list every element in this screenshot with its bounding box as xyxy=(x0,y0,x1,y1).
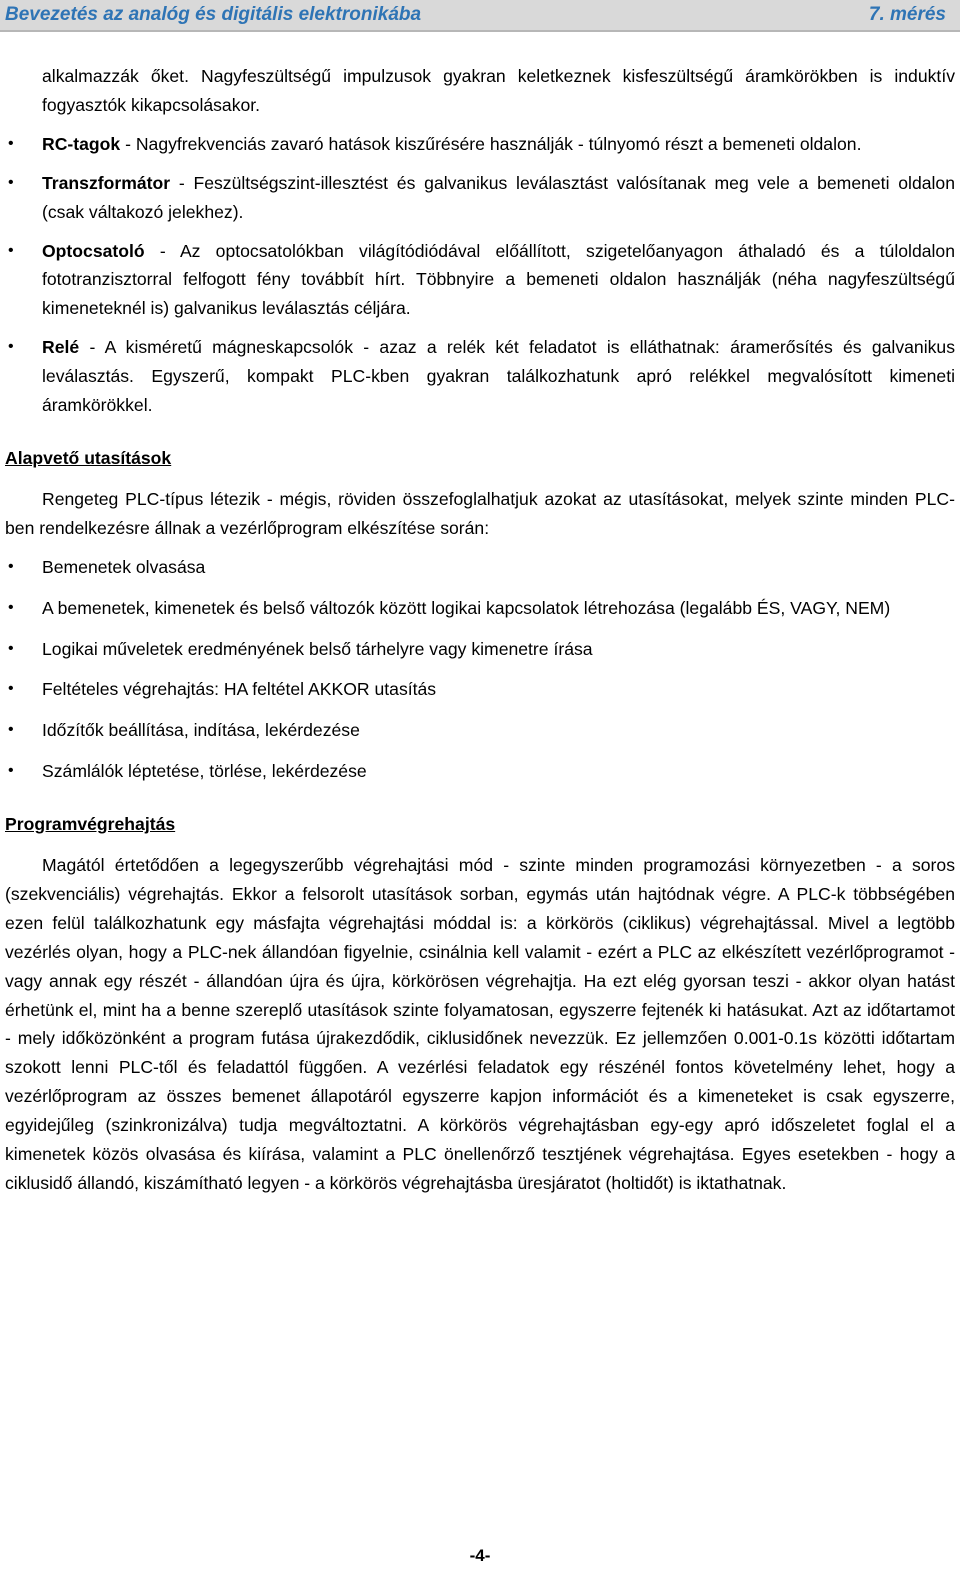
section-heading-basic-instructions: Alapvető utasítások xyxy=(5,447,172,468)
component-term: RC-tagok xyxy=(42,133,121,154)
component-term: Transzformátor xyxy=(42,172,171,193)
component-term: Relé xyxy=(42,337,80,358)
section-body: Magától értetődően a legegyszerűbb végrehajtási mód - szinte minden programozási környezetben - a soros (szekvenciális) végrehajtás. Ekkor a felsorolt utasítások sorban, egymás után hajtódnak végre. A PLC-k többségében ezen felül találkozhatunk egy másfajta végrehajtási móddal is: a körkörös (ciklikus) végrehajtással. Mivel a legtöbb vezérlés olyan, hogy a PLC-nek állandóan figyelnie, csinálnia kell valamit - ezért a PLC az elkészített vezérlőprogramot - vagy annak egy részét - állandóan újra és újra, körkörösen végrehajtja. Ha ezt elég gyorsan teszi - akkor olyan hatást érhetünk el, mint ha a benne szereplő utasítások szinte folyamatosan, egyszerre fejtenék ki hatásukat. Azt az időtartamot - mely időközönként a program futása újrakezdődik, ciklusidőnek nevezzük. Ez jellemzően 0.001-0.1s közötti időtartam szokott lenni PLC-től és feladattól függően. A vezérlési feladatok egy részénél fontos követelmény lehet, hogy a vezérlőprogram az összes bemenet állapotáról egyszerre kapjon információt és a kimeneteket is csak egyszerre, egyidejűleg (szinkronizálva) tudja megváltoztatni. A körkörös végrehajtásban egy-egy apró időszeletet foglal el a kimenetek közös olvasása és kiírása, valamint a PLC önellenőrző tesztjének végrehajtása. Egyes esetekben - hogy a ciklusidő állandó, kiszámítható legyen - a körkörös végrehajtásba üresjáratot (holtidőt) is iktathatnak. xyxy=(5,855,955,1193)
component-term: Optocsatoló xyxy=(42,240,145,261)
list-item: • Számlálók léptetése, törlése, lekérdezése xyxy=(5,757,955,786)
list-item xyxy=(5,130,955,159)
list-item: • A bemenetek, kimenetek és belső változók között logikai kapcsolatok létrehozása (legalább ÉS, VAGY, NEM) xyxy=(5,594,955,623)
list-item xyxy=(5,333,955,420)
intro-continuation: alkalmazzák őket. Nagyfeszültségű impulzusok gyakran keletkeznek kisfeszültségű áramkörökben is induktív fogyasztók kikapcsolásakor. xyxy=(42,66,955,115)
list-item xyxy=(5,237,955,324)
section-intro: Rengeteg PLC-típus létezik - mégis, röviden összefoglalhatjuk azokat az utasításokat, melyek szinte minden PLC-ben rendelkezésre állnak a vezérlőprogram elkészítése során: xyxy=(5,488,955,538)
header-lab-number: 7. mérés xyxy=(868,4,946,25)
list-item xyxy=(5,169,955,227)
component-text: - A kisméretű mágneskapcsolók - azaz a relék két feladatot is elláthatnak: áramerősítés és galvanikus leválasztás. Egyszerű, kompakt PLC-kben gyakran találkozhatunk apró relékkel megvalósított kimeneti áramkörökkel. xyxy=(42,337,955,416)
document-body xyxy=(5,62,955,1208)
list-item: • Időzítők beállítása, indítása, lekérdezése xyxy=(5,716,955,745)
list-item: • Bemenetek olvasása xyxy=(5,553,955,582)
component-text: - Feszültségszint-illesztést és galvanikus leválasztást valósítanak meg vele a bemeneti oldalon (csak váltakozó jelekhez). xyxy=(42,172,955,222)
list-item: • Logikai műveletek eredményének belső tárhelyre vagy kimenetre írása xyxy=(5,635,955,664)
list-item: • Feltételes végrehajtás: HA feltétel AKKOR utasítás xyxy=(5,675,955,704)
section-heading-program-execution: Programvégrehajtás xyxy=(5,814,176,835)
component-text: - Nagyfrekvenciás zavaró hatások kiszűrésére használják - túlnyomó részt a bemeneti oldalon. xyxy=(120,133,862,154)
page-header xyxy=(0,0,960,32)
header-title: Bevezetés az analóg és digitális elektronikába xyxy=(5,4,422,25)
component-text: - Az optocsatolókban világítódiódával előállított, szigetelőanyagon áthaladó és a túloldalon fototranzisztorral felfogott fény továbbít hírt. Többnyire a bemeneti oldalon használják (néha nagyfeszültségű kimeneteknél is) galvanikus leválasztás céljára. xyxy=(42,240,955,319)
page-number: -4- xyxy=(469,1546,491,1565)
